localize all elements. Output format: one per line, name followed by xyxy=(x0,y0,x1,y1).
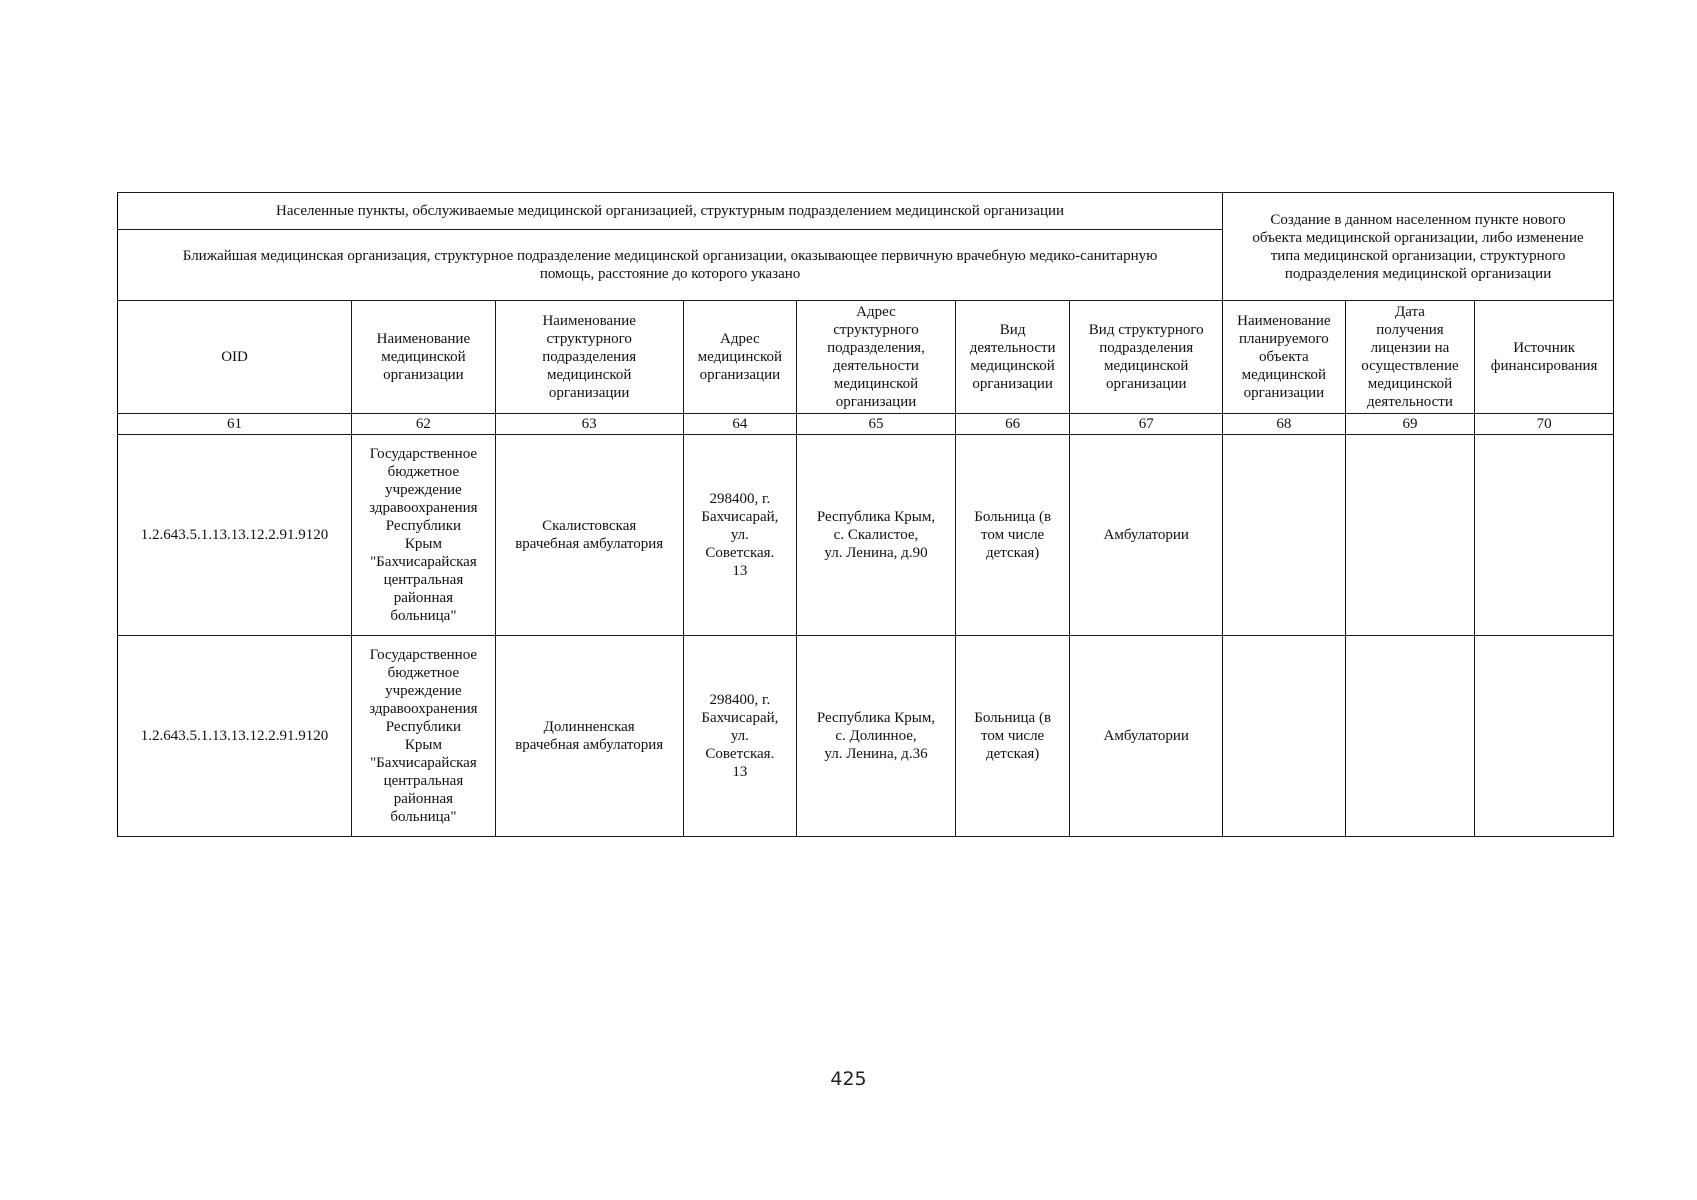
column-number: 64 xyxy=(683,414,797,435)
sub-header-cell: Ближайшая медицинская организация, структурное подразделение медицинской организации, оказывающее первичную врачебную медико-санитарную помощь, расстояние до которого указано xyxy=(118,230,1223,301)
right-header-cell: Создание в данном населенном пункте нового объекта медицинской организации, либо изменение типа медицинской организации, структурного подразделения медицинской организации xyxy=(1223,193,1614,301)
column-header-unit-name: Наименование структурного подразделения медицинской организации xyxy=(495,301,683,414)
cell-oid: 1.2.643.5.1.13.13.12.2.91.9120 xyxy=(118,435,352,636)
cell-activity-type: Больница (в том числе детская) xyxy=(955,636,1070,837)
cell-unit-name: Скалистовская врачебная амбулатория xyxy=(495,435,683,636)
cell-activity-type: Больница (в том числе детская) xyxy=(955,435,1070,636)
column-header-license-date: Дата получения лицензии на осуществление медицинской деятельности xyxy=(1345,301,1475,414)
cell-org-name: Государственное бюджетное учреждение здравоохранения Республики Крым "Бахчисарайская центральная районная больница" xyxy=(352,636,496,837)
cell-org-address: 298400, г. Бахчисарай, ул. Советская. 13 xyxy=(683,435,797,636)
cell-unit-address: Республика Крым, с. Долинное, ул. Ленина, д.36 xyxy=(797,636,956,837)
cell-unit-address: Республика Крым, с. Скалистое, ул. Ленина, д.90 xyxy=(797,435,956,636)
cell-unit-name: Долинненская врачебная амбулатория xyxy=(495,636,683,837)
cell-oid: 1.2.643.5.1.13.13.12.2.91.9120 xyxy=(118,636,352,837)
table-row xyxy=(118,435,1614,636)
column-number-row xyxy=(118,414,1614,435)
column-number: 66 xyxy=(955,414,1070,435)
column-number: 65 xyxy=(797,414,956,435)
column-number: 61 xyxy=(118,414,352,435)
group-header-row xyxy=(118,193,1614,230)
column-number: 67 xyxy=(1070,414,1223,435)
column-header-row xyxy=(118,301,1614,414)
column-number: 62 xyxy=(352,414,496,435)
page-number: 425 xyxy=(830,1068,867,1090)
cell-unit-type: Амбулатории xyxy=(1070,435,1223,636)
column-header-org-name: Наименование медицинской организации xyxy=(352,301,496,414)
column-header-funding-source: Источник финансирования xyxy=(1475,301,1614,414)
column-number: 69 xyxy=(1345,414,1475,435)
cell-org-address: 298400, г. Бахчисарай, ул. Советская. 13 xyxy=(683,636,797,837)
column-header-unit-type: Вид структурного подразделения медицинской организации xyxy=(1070,301,1223,414)
cell-funding-source xyxy=(1475,636,1614,837)
group-header-cell: Населенные пункты, обслуживаемые медицинской организацией, структурным подразделением медицинской организации xyxy=(118,193,1223,230)
column-number: 70 xyxy=(1475,414,1614,435)
column-number: 63 xyxy=(495,414,683,435)
cell-license-date xyxy=(1345,435,1475,636)
table-row xyxy=(118,636,1614,837)
column-number: 68 xyxy=(1223,414,1346,435)
column-header-oid: OID xyxy=(118,301,352,414)
cell-funding-source xyxy=(1475,435,1614,636)
column-header-activity-type: Вид деятельности медицинской организации xyxy=(955,301,1070,414)
cell-planned-object xyxy=(1223,636,1346,837)
cell-license-date xyxy=(1345,636,1475,837)
cell-org-name: Государственное бюджетное учреждение здравоохранения Республики Крым "Бахчисарайская центральная районная больница" xyxy=(352,435,496,636)
column-header-planned-object: Наименование планируемого объекта медицинской организации xyxy=(1223,301,1346,414)
column-header-unit-address: Адрес структурного подразделения, деятельности медицинской организации xyxy=(797,301,956,414)
services-table xyxy=(117,192,1614,837)
cell-planned-object xyxy=(1223,435,1346,636)
cell-unit-type: Амбулатории xyxy=(1070,636,1223,837)
column-header-org-address: Адрес медицинской организации xyxy=(683,301,797,414)
